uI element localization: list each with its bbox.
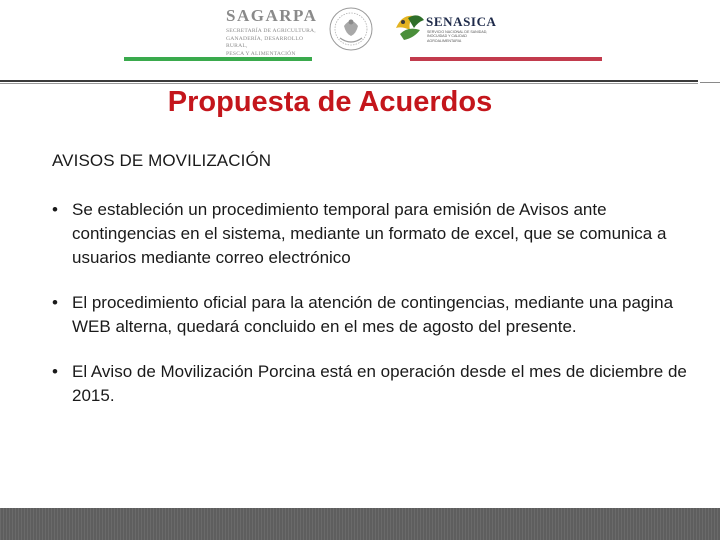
senasica-logo-subtitle: SERVICIO NACIONAL DE SANIDAD, INOCUIDAD Y CALIDAD AGROALIMENTARIA bbox=[427, 30, 488, 43]
senasica-logo bbox=[392, 6, 512, 48]
bullet-text: El procedimiento oficial para la atención de contingencias, mediante una pagina WEB alterna, quedará concluido en el mes de agosto del presente. bbox=[72, 293, 674, 336]
bullet-icon: • bbox=[52, 293, 58, 312]
bullet-text: El Aviso de Movilización Porcina está en operación desde el mes de diciembre de 2015. bbox=[72, 362, 687, 405]
sagarpa-logo-subtitle: SECRETARÍA DE AGRICULTURA, GANADERÍA, DESARROLLO RURAL, PESCA Y ALIMENTACIÓN bbox=[226, 28, 316, 57]
slide-header bbox=[0, 0, 720, 84]
national-seal-icon bbox=[326, 6, 376, 52]
sagarpa-logo-name: SAGARPA bbox=[226, 6, 318, 25]
bullet-icon: • bbox=[52, 200, 58, 219]
bullet-item bbox=[52, 198, 692, 270]
red-accent-bar bbox=[410, 57, 602, 61]
senasica-emblem-icon bbox=[392, 8, 426, 46]
section-heading: AVISOS DE MOVILIZACIÓN bbox=[52, 151, 272, 170]
senasica-logo-name: SENASICA bbox=[426, 14, 497, 29]
bullet-text: Se estableción un procedimiento temporal para emisión de Avisos ante contingencias en el sistema, mediante un formato de excel, que se comunica a usuarios mediante correo electrónico bbox=[72, 200, 667, 267]
green-accent-bar bbox=[124, 57, 312, 61]
bullet-list bbox=[52, 198, 692, 429]
slide-title: Propuesta de Acuerdos bbox=[167, 86, 493, 118]
footer-bar bbox=[0, 508, 720, 540]
bullet-item bbox=[52, 360, 692, 408]
bullet-item bbox=[52, 291, 692, 339]
bullet-icon: • bbox=[52, 362, 58, 381]
sagarpa-logo bbox=[222, 4, 322, 57]
